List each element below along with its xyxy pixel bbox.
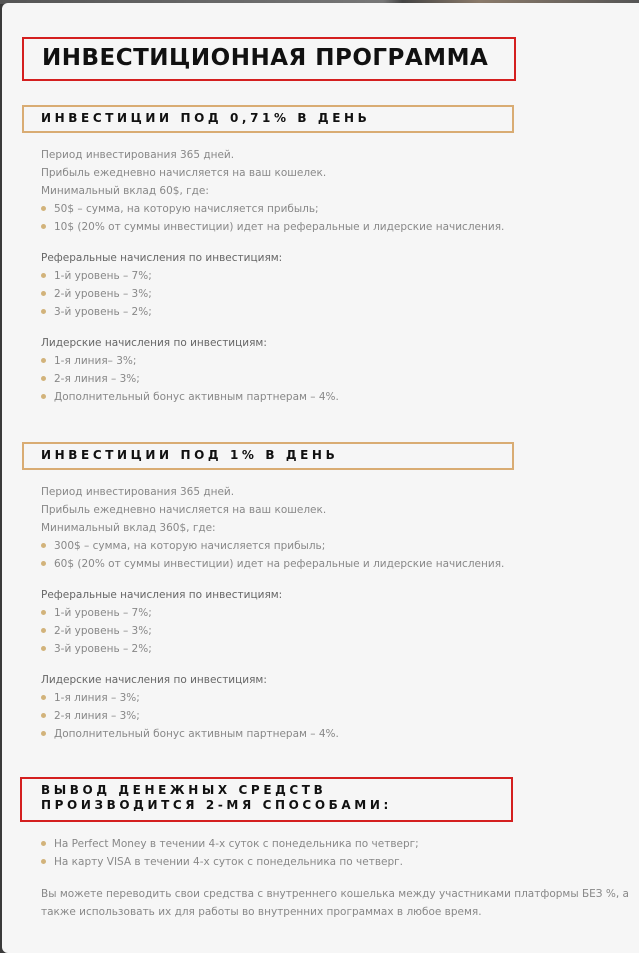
list-item [54,354,136,368]
bullet-icon [41,731,46,736]
bullet-icon [41,841,46,846]
bullet-icon [41,394,46,399]
withdraw-heading [41,783,392,813]
intro-line: Прибыль ежедневно начисляется на ваш кошелек. [41,167,327,179]
list-item [54,606,152,620]
list-item [54,372,140,386]
list-item [54,642,152,656]
withdraw-method: На Perfect Money в течении 4-х суток с понедельника по четверг; [54,838,419,850]
referral-label: Реферальные начисления по инвестициям: [41,252,283,264]
bullet-icon [41,695,46,700]
note-line: также использовать их для работы во внутренних программах в любое время. [41,906,482,918]
list-item [54,624,152,638]
list-item [54,539,325,553]
list-item-text: Дополнительный бонус активным партнерам – 4%. [54,728,339,740]
section-heading-box [22,105,514,133]
leader-label: Лидерские начисления по инвестициям: [41,337,267,349]
bullet-icon [41,291,46,296]
list-item-text: 50$ – сумма, на которую начисляется прибыль; [54,203,319,215]
bullet-icon [41,224,46,229]
list-item [54,727,339,741]
bullet-icon [41,610,46,615]
intro-line: Период инвестирования 365 дней. [41,486,235,498]
referral-label: Реферальные начисления по инвестициям: [41,589,283,601]
list-item [54,691,140,705]
bullet-icon [41,646,46,651]
list-item-text: 1-я линия– 3%; [54,355,137,367]
list-item-text: 10$ (20% от суммы инвестиции) идет на реферальные и лидерские начисления. [54,221,505,233]
list-item [54,855,403,869]
withdraw-heading-line: ПРОИЗВОДИТСЯ 2-МЯ СПОСОБАМИ: [41,798,392,812]
list-item [54,837,419,851]
bullet-icon [41,309,46,314]
bullet-icon [41,206,46,211]
section-heading: ИНВЕСТИЦИИ ПОД 1% В ДЕНЬ [41,448,339,462]
list-item [54,709,140,723]
bullet-icon [41,376,46,381]
leader-label: Лидерские начисления по инвестициям: [41,674,267,686]
list-item-text: 3-й уровень – 2%; [54,306,152,318]
list-item-text: 60$ (20% от суммы инвестиции) идет на реферальные и лидерские начисления. [54,558,505,570]
list-item [54,202,319,216]
list-item-text: 300$ – сумма, на которую начисляется прибыль; [54,540,326,552]
list-item-text: Дополнительный бонус активным партнерам – 4%. [54,391,339,403]
list-item [54,390,339,404]
list-item [54,305,152,319]
withdraw-heading-box [20,777,513,822]
withdraw-method: На карту VISA в течении 4-х суток с понедельника по четверг. [54,856,404,868]
list-item [54,557,504,571]
bullet-icon [41,713,46,718]
list-item [54,220,504,234]
bullet-icon [41,859,46,864]
bullet-icon [41,628,46,633]
list-item-text: 1-я линия – 3%; [54,692,140,704]
bullet-icon [41,561,46,566]
withdraw-heading-line: ВЫВОД ДЕНЕЖНЫХ СРЕДСТВ [41,783,327,797]
intro-line: Период инвестирования 365 дней. [41,149,235,161]
page-title: ИНВЕСТИЦИОННАЯ ПРОГРАММА [42,45,489,71]
list-item-text: 3-й уровень – 2%; [54,643,152,655]
section-heading-box [22,442,514,470]
bullet-icon [41,543,46,548]
intro-line: Минимальный вклад 60$, где: [41,185,209,197]
page-title-box [22,37,516,81]
list-item-text: 2-я линия – 3%; [54,373,140,385]
note-line: Вы можете переводить свои средства с внутреннего кошелька между участниками платформы БЕЗ %, а [41,888,629,900]
list-item-text: 2-я линия – 3%; [54,710,140,722]
list-item-text: 2-й уровень – 3%; [54,288,152,300]
bullet-icon [41,358,46,363]
list-item-text: 2-й уровень – 3%; [54,625,152,637]
list-item-text: 1-й уровень – 7%; [54,270,152,282]
list-item-text: 1-й уровень – 7%; [54,607,152,619]
intro-line: Прибыль ежедневно начисляется на ваш кошелек. [41,504,327,516]
list-item [54,269,152,283]
intro-line: Минимальный вклад 360$, где: [41,522,216,534]
list-item [54,287,152,301]
bullet-icon [41,273,46,278]
section-heading: ИНВЕСТИЦИИ ПОД 0,71% В ДЕНЬ [41,111,371,125]
